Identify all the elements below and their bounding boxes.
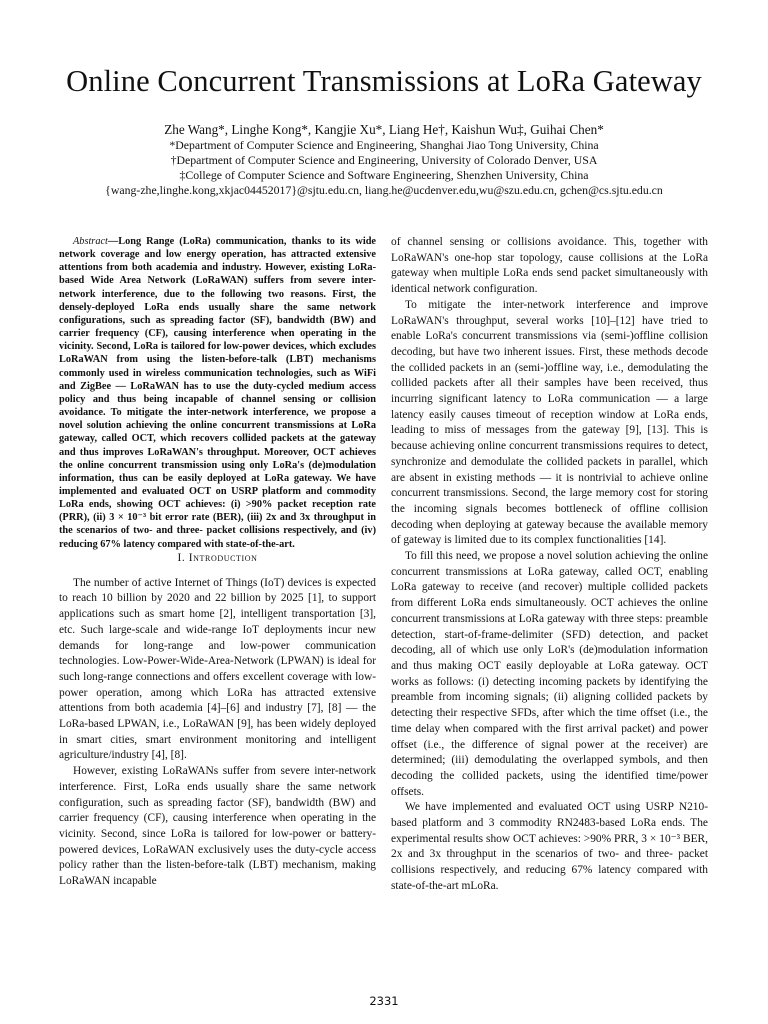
affiliation-sjtu: *Department of Computer Science and Engineering, Shanghai Jiao Tong University, China [169, 138, 599, 152]
affiliation-ucdenver: †Department of Computer Science and Engineering, University of Colorado Denver, USA [170, 153, 598, 167]
intro-paragraph-2: However, existing LoRaWANs suffer from severe inter-network interference. First, LoRa ends usually share the same network configuration, such as spreading factor (SF), bandwidth (BW) and carrier frequency (CF), causing interference when operating in the vicinity. Second, since LoRa is tailored for low-power or battery-powered devices, LoRaWAN exclusively uses the duty-cycle access policy rather than the listen-before-talk (LBT) mechanism, making LoRaWAN incapable [59, 765, 376, 888]
section-heading [59, 551, 376, 566]
intro-paragraph-3: of channel sensing or collisions avoidance. This, together with LoRaWAN's one-hop star topology, cause collisions at the LoRa gateway when multiple LoRa ends send packet simultaneously with identical network configuration. [391, 236, 708, 296]
author-emails: {wang-zhe,linghe.kong,xkjac04452017}@sjtu.edu.cn, liang.he@ucdenver.edu,wu@szu.edu.cn, gchen@cs.sjtu.edu.cn [105, 183, 663, 197]
intro-paragraph-6: We have implemented and evaluated OCT using USRP N210-based platform and 3 commodity RN2483-based LoRa ends. The experimental results show OCT achieves: >90% PRR, 3 × 10⁻³ BER, 2x and 3x throughput in the scenarios of two- and three- packet collisions respectively, and reducing 67% latency compared with state-of-the-art mLoRa. [391, 801, 708, 892]
abstract [59, 235, 376, 551]
abstract-text: —Long Range (LoRa) communication, thanks to its wide network coverage and low energy operation, has attracted extensive attentions from both academia and industry. However, existing LoRa-based Wide Area Network (LoRaWAN) suffers from severe inter-network interference, due to the following two reasons. First, the densely-deployed LoRa ends usually share the same network configurations, such as spreading factor (SF), bandwidth (BW) and carrier frequency (CF), causing interference when operating in the vicinity. Second, LoRa is tailored for low-power devices, which excludes LoRaWAN from using the listen-before-talk (LBT) mechanisms commonly used in wireless communication technologies, such as WiFi and ZigBee — LoRaWAN has to use the duty-cycled medium access policy and thus being incapable of channel sensing or collision avoidance. To mitigate the inter-network interference, we propose a novel solution achieving the online concurrent transmissions at LoRa gateway, called OCT, which recovers collided packets at the gateway and thus improves LoRaWAN's throughput. Moreover, OCT achieves the online concurrent transmission using only LoRa's (de)modulation information, thus can be easily deployed at LoRa gateway. We have implemented and evaluated OCT on USRP platform and commodity LoRa ends, showing OCT achieves: (i) >90% packet reception rate (PRR), (ii) 3 × 10⁻³ bit error rate (BER), (iii) 2x and 3x throughput in the scenarios of two- and three- packet collisions respectively, and (iv) reducing 67% latency compared with state-of-the-art. [59, 236, 376, 550]
left-column [59, 235, 376, 890]
intro-paragraph-4: To mitigate the inter-network interference and improve LoRaWAN's throughput, several works [10]–[12] have tried to enable LoRa's concurrent transmissions via (semi-)offline collision decoding, but have two inherent issues. First, these methods decode the collided packets in an (semi-)offline way, i.e., demodulating the collided packets after all their samples have been received, thus incurring significant latency to LoRa communication — a large latency easily causes timeout of reception window at LoRa ends, leading to miss of messages from the gateway [9], [13]. This is because achieving online concurrent transmissions requires to detect, synchronize and demodulate the collided packets in parallel, which are absent in existing methods — it is nontrivial to achieve online concurrent transmissions. Second, the large memory cost for storing the incoming signals becomes bottleneck of offline collision decoding when deploying at gateway because the available memory of gateway is limited due to its complex functionalities [14]. [391, 298, 708, 547]
paper-title: Online Concurrent Transmissions at LoRa Gateway [66, 64, 702, 98]
section-heading-text: I. Introduction [177, 551, 258, 564]
page-number: 2331 [369, 994, 399, 1008]
author-list: Zhe Wang*, Linghe Kong*, Kangjie Xu*, Liang He†, Kaishun Wu‡, Guihai Chen* [164, 122, 604, 137]
intro-paragraph-1: The number of active Internet of Things (IoT) devices is expected to reach 10 billion by 2020 and 22 billion by 2025 [1], to support applications such as smart home [2], intelligent transportation [3], etc. Such large-scale and wide-range IoT deployments incur new demands for long-range and low-power communication technologies. Low-Power-Wide-Area-Network (LPWAN) is ideal for such long-range connections and offers excellent coverage with low-power operation, among which LoRa has attracted extensive attentions from both academia [4]–[6] and industry [7], [8] — the LoRa-based LPWAN, i.e., LoRaWAN [9], has been widely deployed in smart cities, smart environment monitoring and intelligent agriculture/industry [4], [8]. [59, 576, 376, 762]
intro-paragraph-5: To fill this need, we propose a novel solution achieving the online concurrent transmissions at LoRa gateway, called OCT, enabling LoRa gateway to receive (and recover) multiple collided packets from different LoRa ends simultaneously. OCT achieves the online concurrent transmissions at LoRa gateway with three steps: preamble detection, start-of-frame-delimiter (SFD) detection, and packet decoding, all of which use only LoR's (de)modulation information and thus making OCT easily deployable at LoRa gateway. OCT works as follows: (i) detecting incoming packets by identifying the preamble from incoming signals; (ii) aligning collided packets by detecting their respective SFDs, after which the time offset (i.e., the time delay when compared with the first arrival packet) and power offset (i.e., the difference of signal power at the receiver) are determined; (iii) demodulating the overlapped symbols, and then decoding the collided packets, using the identified time/power offsets. [391, 550, 708, 798]
abstract-label: Abstract [73, 236, 108, 247]
affiliation-szu: ‡College of Computer Science and Software Engineering, Shenzhen University, China [179, 168, 589, 182]
affiliations [0, 138, 768, 198]
right-column [391, 235, 708, 895]
